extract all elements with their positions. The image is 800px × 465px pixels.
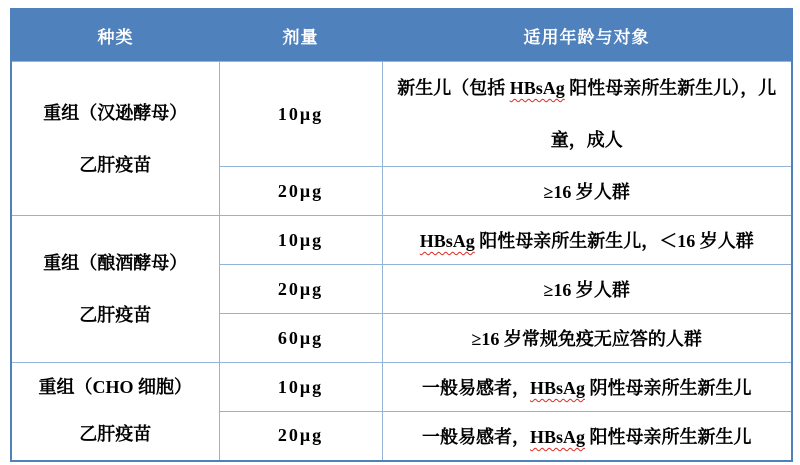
vaccine-type-cell-saccharomyces <box>11 216 219 363</box>
misspelled-word-hbsag: HBsAg <box>529 378 585 398</box>
vaccine-type-line1: 重组（汉逊酵母） <box>43 102 188 123</box>
vaccine-type-line1: 重组（酿酒酵母） <box>43 253 188 273</box>
target-text: ≥16 岁人群 <box>543 182 630 202</box>
target-text: 阴性母亲所生新生儿 <box>585 378 752 398</box>
target-text: 新生儿（包括 <box>397 78 510 98</box>
target-cell <box>382 167 792 216</box>
vaccine-type-line2: 乙肝疫苗 <box>79 424 152 445</box>
dose-cell: 60μg <box>219 314 382 363</box>
target-text: ≥16 岁人群 <box>543 280 630 300</box>
table-row <box>11 216 792 265</box>
vaccine-type-line2: 乙肝疫苗 <box>79 154 152 175</box>
dose-cell: 20μg <box>219 167 382 216</box>
table-row <box>11 62 792 167</box>
hepb-vaccine-table <box>10 8 793 462</box>
vaccine-type-line2: 乙肝疫苗 <box>79 305 152 325</box>
target-text: 阳性母亲所生新生儿 <box>585 426 752 447</box>
dose-cell: 20μg <box>219 412 382 461</box>
target-cell <box>382 62 792 167</box>
header-row <box>11 9 792 62</box>
vaccine-type-cell-hansenula <box>11 62 219 216</box>
misspelled-word-hbsag: HBsAg <box>509 78 565 98</box>
dose-cell: 10μg <box>219 363 382 412</box>
dose-cell: 20μg <box>219 265 382 314</box>
header-cell-type: 种类 <box>11 9 219 62</box>
target-text: 阳性母亲所生新生儿），儿童，成人 <box>550 78 777 150</box>
misspelled-word-hbsag: HBsAg <box>419 231 475 251</box>
target-cell <box>382 265 792 314</box>
target-cell <box>382 216 792 265</box>
target-text: ≥16 岁常规免疫无应答的人群 <box>471 329 702 349</box>
dose-cell: 10μg <box>219 62 382 167</box>
target-text: 一般易感者， <box>421 378 530 398</box>
vaccine-type-line1: 重组（CHO 细胞） <box>38 377 192 398</box>
target-cell <box>382 363 792 412</box>
vaccine-type-cell-cho <box>11 363 219 461</box>
target-cell <box>382 412 792 461</box>
misspelled-word-hbsag: HBsAg <box>529 426 585 447</box>
table-row <box>11 363 792 412</box>
header-cell-target: 适用年龄与对象 <box>382 9 792 62</box>
dose-cell: 10μg <box>219 216 382 265</box>
header-cell-dose: 剂量 <box>219 9 382 62</box>
target-cell <box>382 314 792 363</box>
target-text: 阳性母亲所生新生儿，＜16 岁人群 <box>474 231 754 251</box>
target-text: 一般易感者， <box>421 426 530 447</box>
